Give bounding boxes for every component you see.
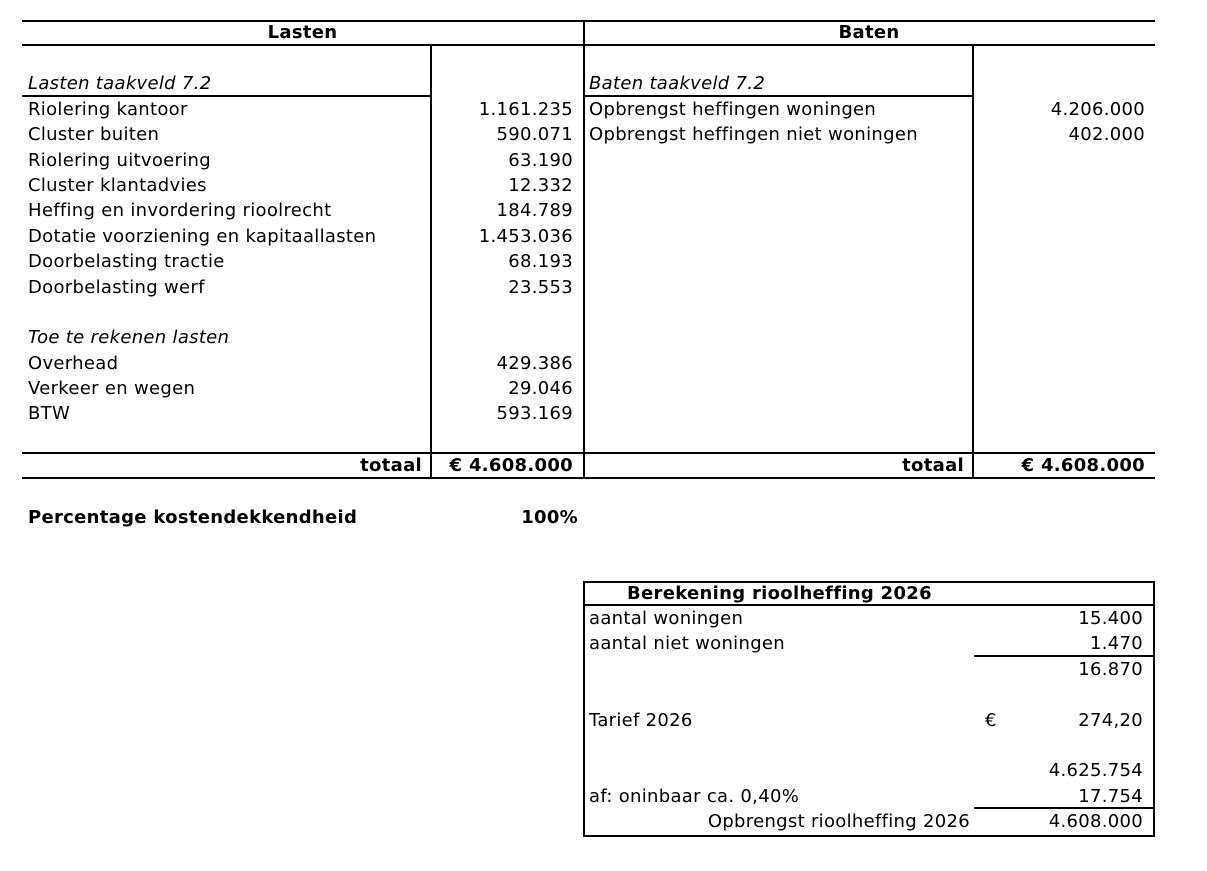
row-label: BTW <box>28 403 71 425</box>
calculation-header-row <box>585 583 1153 606</box>
row-value: 16.870 <box>1078 658 1143 680</box>
row-value: 68.193 <box>508 251 573 273</box>
table-row <box>585 682 1153 707</box>
table-row <box>22 122 1155 147</box>
lasten-total-label: totaal <box>360 455 422 476</box>
table-row <box>22 97 1155 122</box>
row-label: aantal niet woningen <box>589 633 786 655</box>
row-value: 402.000 <box>1068 124 1145 146</box>
table-row <box>22 198 1155 223</box>
table-row <box>22 249 1155 274</box>
row-value: 4.206.000 <box>1050 98 1145 120</box>
table-row <box>22 300 1155 325</box>
row-value: 4.608.000 <box>1048 811 1143 833</box>
baten-total-label: totaal <box>902 455 964 476</box>
euro-sign: € <box>985 709 997 731</box>
table-row <box>22 427 1155 452</box>
row-value: 1.453.036 <box>478 225 573 247</box>
table-row <box>22 275 1155 300</box>
row-label: af: oninbaar ca. 0,40% <box>589 785 800 807</box>
tariff-value: 274,20 <box>1078 709 1143 731</box>
table-row <box>22 376 1155 401</box>
coverage-row <box>28 505 578 530</box>
table-body <box>22 46 1155 452</box>
table-row <box>22 325 1155 350</box>
divider <box>22 477 1155 479</box>
calculation-title: Berekening rioolheffing 2026 <box>627 583 932 604</box>
table-row <box>22 148 1155 173</box>
row-value: 184.789 <box>496 200 573 222</box>
table-row <box>585 657 1153 682</box>
row-label: Opbrengst heffingen niet woningen <box>589 124 918 146</box>
table-row <box>22 224 1155 249</box>
table-row <box>22 401 1155 426</box>
total-row <box>22 454 1155 477</box>
row-value: 429.386 <box>496 352 573 374</box>
row-value: 17.754 <box>974 784 1153 809</box>
table-row <box>585 809 1153 834</box>
table-row <box>585 606 1153 631</box>
row-label: Verkeer en wegen <box>28 378 196 400</box>
row-label: Cluster klantadvies <box>28 174 207 196</box>
row-value: 63.190 <box>508 149 573 171</box>
row-value: 1.470 <box>974 631 1153 656</box>
row-label: Doorbelasting werf <box>28 276 205 298</box>
table-row <box>585 733 1153 758</box>
row-value: 23.553 <box>508 276 573 298</box>
table-row <box>22 71 1155 96</box>
row-value: 29.046 <box>508 378 573 400</box>
row-label: Dotatie voorziening en kapitaallasten <box>28 225 377 247</box>
row-value: 12.332 <box>508 174 573 196</box>
row-label: Opbrengst heffingen woningen <box>589 98 877 120</box>
calculation-table <box>583 581 1155 837</box>
row-value: 1.161.235 <box>478 98 573 120</box>
baten-total-value: € 4.608.000 <box>1021 455 1145 476</box>
table-row <box>585 784 1153 809</box>
lasten-header: Lasten <box>267 22 338 43</box>
row-value: 593.169 <box>496 403 573 425</box>
table-row <box>22 173 1155 198</box>
row-label: aantal woningen <box>589 608 744 629</box>
row-label: Tarief 2026 <box>589 709 693 731</box>
row-label: Heffing en invordering rioolrecht <box>28 200 332 222</box>
row-label: Riolering uitvoering <box>28 149 211 171</box>
row-label: Doorbelasting tractie <box>28 251 225 273</box>
table-header-row <box>22 22 1155 44</box>
coverage-value: 100% <box>521 507 578 528</box>
row-value: 4.625.754 <box>1048 760 1143 782</box>
row-value: 15.400 <box>1078 608 1143 629</box>
lasten-section-label: Lasten taakveld 7.2 <box>22 71 430 96</box>
table-row <box>585 631 1153 656</box>
table-row <box>585 708 1153 733</box>
table-row <box>22 351 1155 376</box>
coverage-label: Percentage kostendekkendheid <box>28 507 358 528</box>
baten-header: Baten <box>838 22 900 43</box>
lasten-total-value: € 4.608.000 <box>449 455 573 476</box>
cost-benefit-table <box>22 20 1155 479</box>
lasten-section-label: Toe te rekenen lasten <box>28 327 230 349</box>
row-label: Cluster buiten <box>28 124 160 146</box>
row-value: 590.071 <box>496 124 573 146</box>
baten-section-label: Baten taakveld 7.2 <box>583 71 972 96</box>
table-row <box>585 758 1153 783</box>
row-label: Opbrengst rioolheffing 2026 <box>707 811 970 833</box>
row-label: Riolering kantoor <box>28 98 188 120</box>
row-value <box>974 708 1153 733</box>
row-label: Overhead <box>28 352 119 374</box>
table-row <box>22 46 1155 71</box>
